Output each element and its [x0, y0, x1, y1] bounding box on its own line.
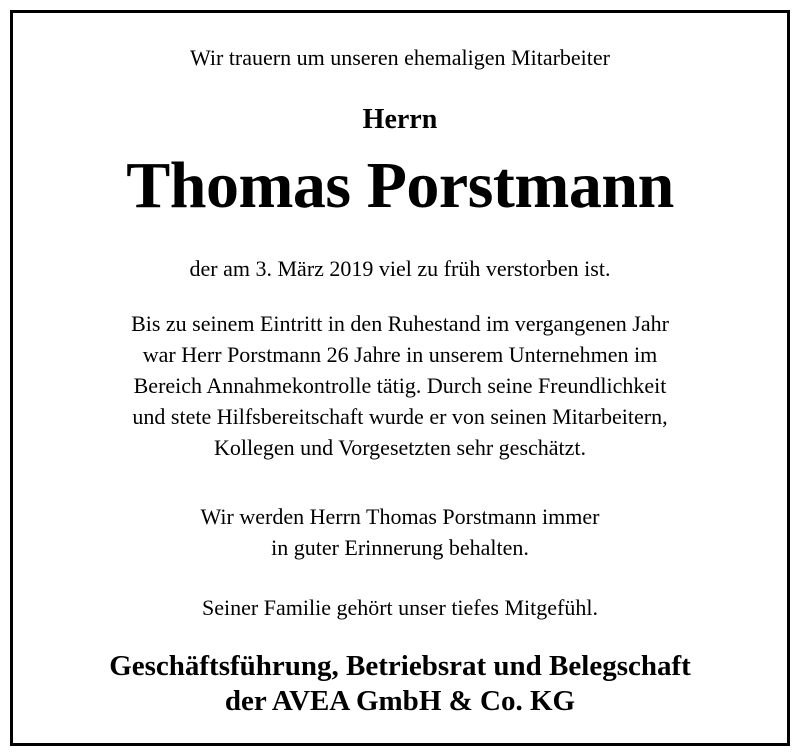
memory-line: Wir werden Herrn Thomas Porstmann immer	[200, 504, 600, 529]
biography-line: Bereich Annahmekontrolle tätig. Durch seine Freundlichkeit	[133, 373, 667, 398]
signature-line: der AVEA GmbH & Co. KG	[224, 685, 576, 717]
memory-line: in guter Erinnerung behalten.	[271, 535, 529, 560]
biography-line: Kollegen und Vorgesetzten sehr geschätzt.	[213, 435, 587, 460]
intro-line: Wir trauern um unseren ehemaligen Mitarbeiter	[190, 45, 610, 70]
deceased-name: Thomas Porstmann	[126, 149, 674, 222]
death-date-line: der am 3. März 2019 viel zu früh verstorben ist.	[189, 256, 611, 281]
salutation: Herrn	[362, 104, 438, 135]
signature-line: Geschäftsführung, Betriebsrat und Belegschaft	[109, 650, 691, 682]
biography-line: Bis zu seinem Eintritt in den Ruhestand im vergangenen Jahr	[131, 311, 669, 336]
memory-paragraph	[13, 501, 787, 563]
signature-block	[13, 649, 787, 719]
condolence-line: Seiner Familie gehört unser tiefes Mitgefühl.	[202, 595, 598, 620]
obituary-notice	[10, 10, 790, 746]
biography-paragraph	[13, 308, 787, 463]
biography-line: und stete Hilfsbereitschaft wurde er von seinen Mitarbeitern,	[132, 404, 668, 429]
biography-line: war Herr Porstmann 26 Jahre in unserem Unternehmen im	[142, 342, 658, 367]
